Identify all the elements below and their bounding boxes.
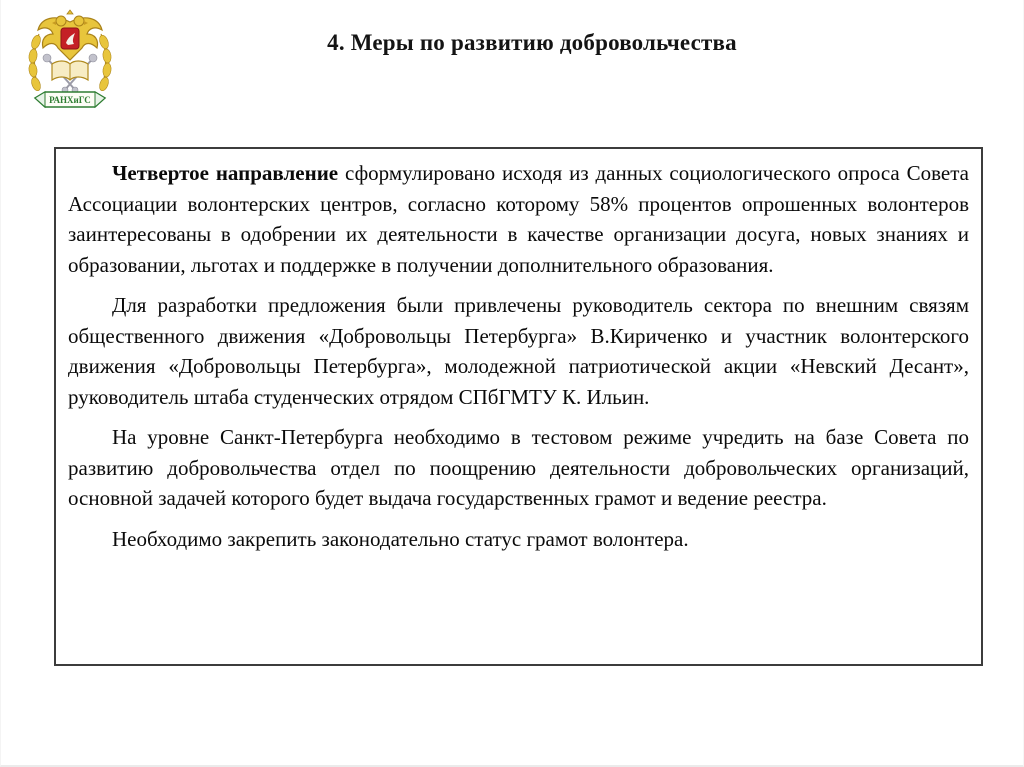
slide — [1, 0, 1023, 765]
paragraph-3-text: На уровне Санкт-Петербурга необходимо в тестовом режиме учредить на базе Совета по развитию добровольчества отдел по поощрению деятельности добровольческих организаций, основной задачей которого будет выдача государственных грамот и ведение реестра. — [68, 425, 969, 510]
paragraph-1-lead: Четвертое направление — [112, 161, 339, 185]
paragraph-1 — [68, 158, 969, 280]
ranepa-ribbon-text: РАНХиГС — [49, 95, 91, 105]
page-title: 4. Меры по развитию добровольчества — [327, 30, 737, 55]
content-box — [54, 147, 983, 666]
paragraph-4-text: Необходимо закрепить законодательно статус грамот волонтера. — [112, 526, 689, 551]
ranepa-emblem-logo — [25, 8, 115, 116]
paragraph-1-text: сформулировано исходя из данных социологического опроса Совета Ассоциации волонтерских центров, согласно которому 58% процентов опрошенных волонтеров заинтересованы в одобрении их деятельности в качестве организации досуга, новых знаниях и образовании, льготах и поддержке в получении дополнительного образования. — [68, 161, 969, 277]
paragraph-3 — [68, 422, 969, 514]
paragraph-2-text: Для разработки предложения были привлечены руководитель сектора по внешним связям общественного движения «Добровольцы Петербурга» В.Кириченко и участник волонтерского движения «Добровольцы Петербурга», молодежной патриотической акции «Невский Десант», руководитель штаба студенческих отрядом СПбГМТУ К. Ильин. — [68, 293, 969, 409]
paragraph-2 — [68, 290, 969, 412]
paragraph-4 — [68, 524, 969, 555]
